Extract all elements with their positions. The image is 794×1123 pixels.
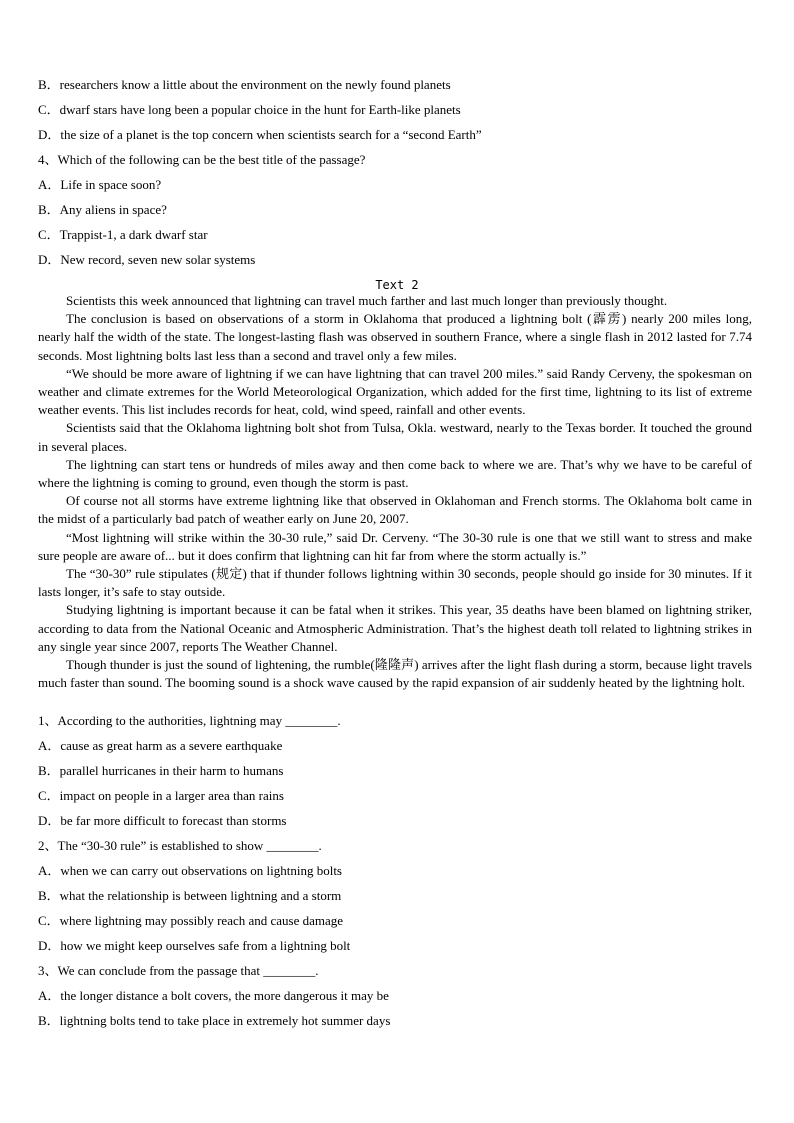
paragraph: Scientists said that the Oklahoma lightning bolt shot from Tulsa, Okla. westward, nearly to the Texas border. It touched the ground in several places.	[38, 420, 752, 454]
option-d: D．New record, seven new solar systems	[38, 252, 256, 267]
paragraph: “Most lightning will strike within the 30-30 rule,” said Dr. Cerveny. “The 30-30 rule is one that we still want to stress and make sure people are aware of... but it does confirm that lightning can hit far from where the storm actually is.”	[38, 529, 752, 563]
question-stem: 1、According to the authorities, lightning may ________.	[38, 713, 341, 728]
paragraph: The conclusion is based on observations of a storm in Oklahoma that produced a lightning bolt (霹雳) nearly 200 miles long, nearly half the width of the state. The longest-lasting flash was observed in southern France, where a single flash in 2012 lasted for 7.74 seconds. Most lightning bolts last less than a second and travel only a few miles.	[38, 311, 752, 363]
option-b: B．Any aliens in space?	[38, 202, 167, 217]
option-c: C．Trappist-1, a dark dwarf star	[38, 227, 208, 242]
section-title: Text 2	[375, 278, 419, 292]
option-a: A．Life in space soon?	[38, 177, 162, 192]
question-stem: 4、Which of the following can be the best title of the passage?	[38, 152, 366, 167]
questions	[38, 712, 758, 1037]
option-a: A．the longer distance a bolt covers, the more dangerous it may be	[38, 988, 389, 1003]
paragraph: Though thunder is just the sound of lightening, the rumble(隆隆声) arrives after the light flash during a storm, because light travels much faster than sound. The booming sound is a shock wave caused by the rapid expansion of air suddenly heated by the lightning holt.	[38, 657, 752, 691]
option-b: B．what the relationship is between lightning and a storm	[38, 888, 342, 903]
paragraph: The lightning can start tens or hundreds of miles away and then come back to where we are. That’s why we have to be careful of where the lightning is coming to ground, even though the storm is past.	[38, 456, 752, 491]
option-c: C．dwarf stars have long been a popular choice in the hunt for Earth-like planets	[38, 102, 461, 117]
option-d: D．how we might keep ourselves safe from a lightning bolt	[38, 938, 351, 953]
option-b: B．lightning bolts tend to take place in extremely hot summer days	[38, 1013, 391, 1028]
previous-questions	[38, 76, 758, 276]
passage	[38, 292, 752, 692]
option-b: B．researchers know a little about the environment on the newly found planets	[38, 77, 451, 92]
option-b: B．parallel hurricanes in their harm to humans	[38, 763, 284, 778]
option-d: D．be far more difficult to forecast than storms	[38, 813, 287, 828]
option-a: A．cause as great harm as a severe earthquake	[38, 738, 283, 753]
option-c: C．where lightning may possibly reach and cause damage	[38, 913, 344, 928]
question-stem: 3、We can conclude from the passage that ________.	[38, 963, 319, 978]
paragraph: The “30-30” rule stipulates (规定) that if thunder follows lightning within 30 seconds, people should go inside for 30 minutes. If it lasts longer, it’s safe to stay outside.	[38, 566, 752, 600]
paragraph: “We should be more aware of lightning if we can have lightning that can travel 200 miles.” said Randy Cerveny, the spokesman on weather and climate extremes for the World Meteorological Organization, which added for the first time, lightning to its list of extreme weather events. This list includes records for heat, cold, wind speed, rainfall and other events.	[38, 365, 752, 418]
option-d: D．the size of a planet is the top concern when scientists search for a “second Earth”	[38, 127, 482, 142]
paragraph: Of course not all storms have extreme lightning like that observed in Oklahoman and French storms. The Oklahoma bolt came in the midst of a particularly bad patch of weather early on June 20, 2007.	[38, 493, 752, 527]
option-a: A．when we can carry out observations on lightning bolts	[38, 863, 342, 878]
question-stem: 2、The “30-30 rule” is established to show ________.	[38, 838, 322, 853]
paragraph: Scientists this week announced that lightning can travel much farther and last much longer than previously thought.	[66, 293, 668, 308]
paragraph: Studying lightning is important because it can be fatal when it strikes. This year, 35 deaths have been blamed on lightning striker, according to data from the National Oceanic and Atmospheric Administration. That’s the highest death toll related to lightning strikes in any single year since 2007, reports The Weather Channel.	[38, 602, 752, 654]
option-c: C．impact on people in a larger area than rains	[38, 788, 284, 803]
